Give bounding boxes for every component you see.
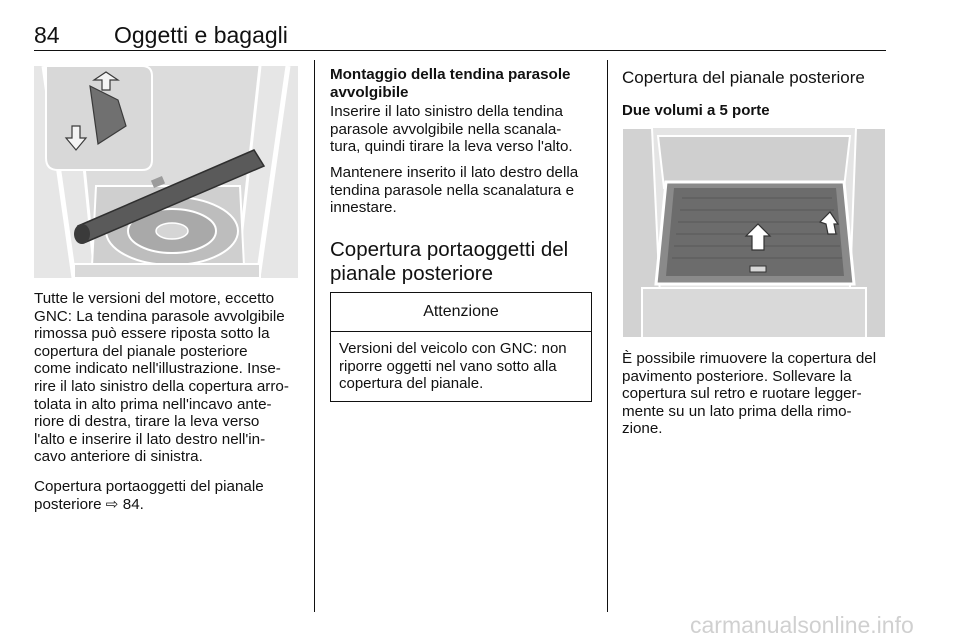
text-line [34, 496, 306, 514]
text-line: copertura sul retro e ruotare legger- [622, 385, 862, 403]
column-divider-left [314, 60, 315, 612]
text-line: come indicato nell'illustrazione. Inse- [34, 360, 281, 378]
text-line: cavo anteriore di sinistra. [34, 448, 203, 466]
text-line: rimossa può essere riposta sotto la [34, 325, 270, 343]
col3-sub-heading: Due volumi a 5 porte [622, 102, 770, 119]
text-line: tendina parasole nella scanalatura e [330, 181, 575, 199]
text-line: Versioni del veicolo con GNC: non [339, 340, 567, 357]
text-line: avvolgibile [330, 83, 409, 101]
text-line: È possibile rimuovere la copertura del [622, 350, 877, 367]
page-header [34, 22, 886, 50]
watermark: carmanualsonline.info [690, 612, 914, 638]
illustration-roller-blind-storage [34, 66, 298, 278]
col2-section-heading [330, 238, 600, 286]
col1-paragraph-2 [34, 478, 306, 513]
page-reference-link[interactable] [106, 496, 144, 513]
text-line: rire il lato sinistro della copertura arro- [34, 377, 289, 395]
col2-bold-heading [330, 66, 600, 101]
text-line: Mantenere inserito il lato destro della [330, 164, 579, 181]
text-line: Copertura portaoggetti del pianale [34, 478, 264, 495]
text-fragment: posteriore [34, 495, 102, 513]
text-line: pavimento posteriore. Sollevare la [622, 367, 852, 385]
warning-title: Attenzione [423, 303, 499, 320]
text-line: copertura del pianale posteriore [34, 342, 248, 360]
warning-text [339, 340, 585, 393]
warning-divider [331, 331, 591, 332]
column-divider-right [607, 60, 608, 612]
text-line: zione. [622, 420, 663, 438]
illustration-floor-cover [622, 128, 886, 338]
section-title: Oggetti e bagagli [114, 22, 288, 48]
heading-line: pianale posteriore [330, 262, 493, 285]
text-line: GNC: La tendina parasole avvolgibile [34, 307, 285, 325]
text-line: Tutte le versioni del motore, eccetto [34, 290, 275, 307]
text-line: Montaggio della tendina parasole [330, 66, 571, 83]
text-line: riore di destra, tirare la leva verso [34, 413, 260, 431]
text-line: l'alto e inserire il lato destro nell'in- [34, 430, 266, 448]
text-line: parasole avvolgibile nella scanala- [330, 120, 562, 138]
header-rule [34, 50, 886, 51]
text-line: mente su un lato prima della rimo- [622, 402, 852, 420]
text-line: innestare. [330, 199, 397, 217]
text-line: tura, quindi tirare la leva verso l'alto. [330, 138, 573, 156]
trunk-illustration-svg [34, 66, 298, 278]
col2-paragraph-1 [330, 103, 600, 156]
text-line: Inserire il lato sinistro della tendina [330, 103, 563, 120]
col3-section-heading: Copertura del pianale posteriore [622, 68, 865, 87]
page-number: 84 [34, 22, 60, 48]
col2-paragraph-2 [330, 164, 600, 217]
heading-line: Copertura portaoggetti del [330, 238, 569, 261]
col1-paragraph-1 [34, 290, 306, 466]
text-line: riporre oggetti nel vano sotto alla [339, 357, 557, 375]
text-line: tolata in alto prima nell'incavo ante- [34, 395, 272, 413]
page-reference: 84. [122, 495, 144, 513]
arrow-right-icon: ⇨ [105, 495, 119, 513]
floor-cover-illustration-svg [622, 128, 886, 338]
warning-box [330, 292, 592, 402]
col3-paragraph [622, 350, 902, 438]
text-line: copertura del pianale. [339, 375, 484, 393]
